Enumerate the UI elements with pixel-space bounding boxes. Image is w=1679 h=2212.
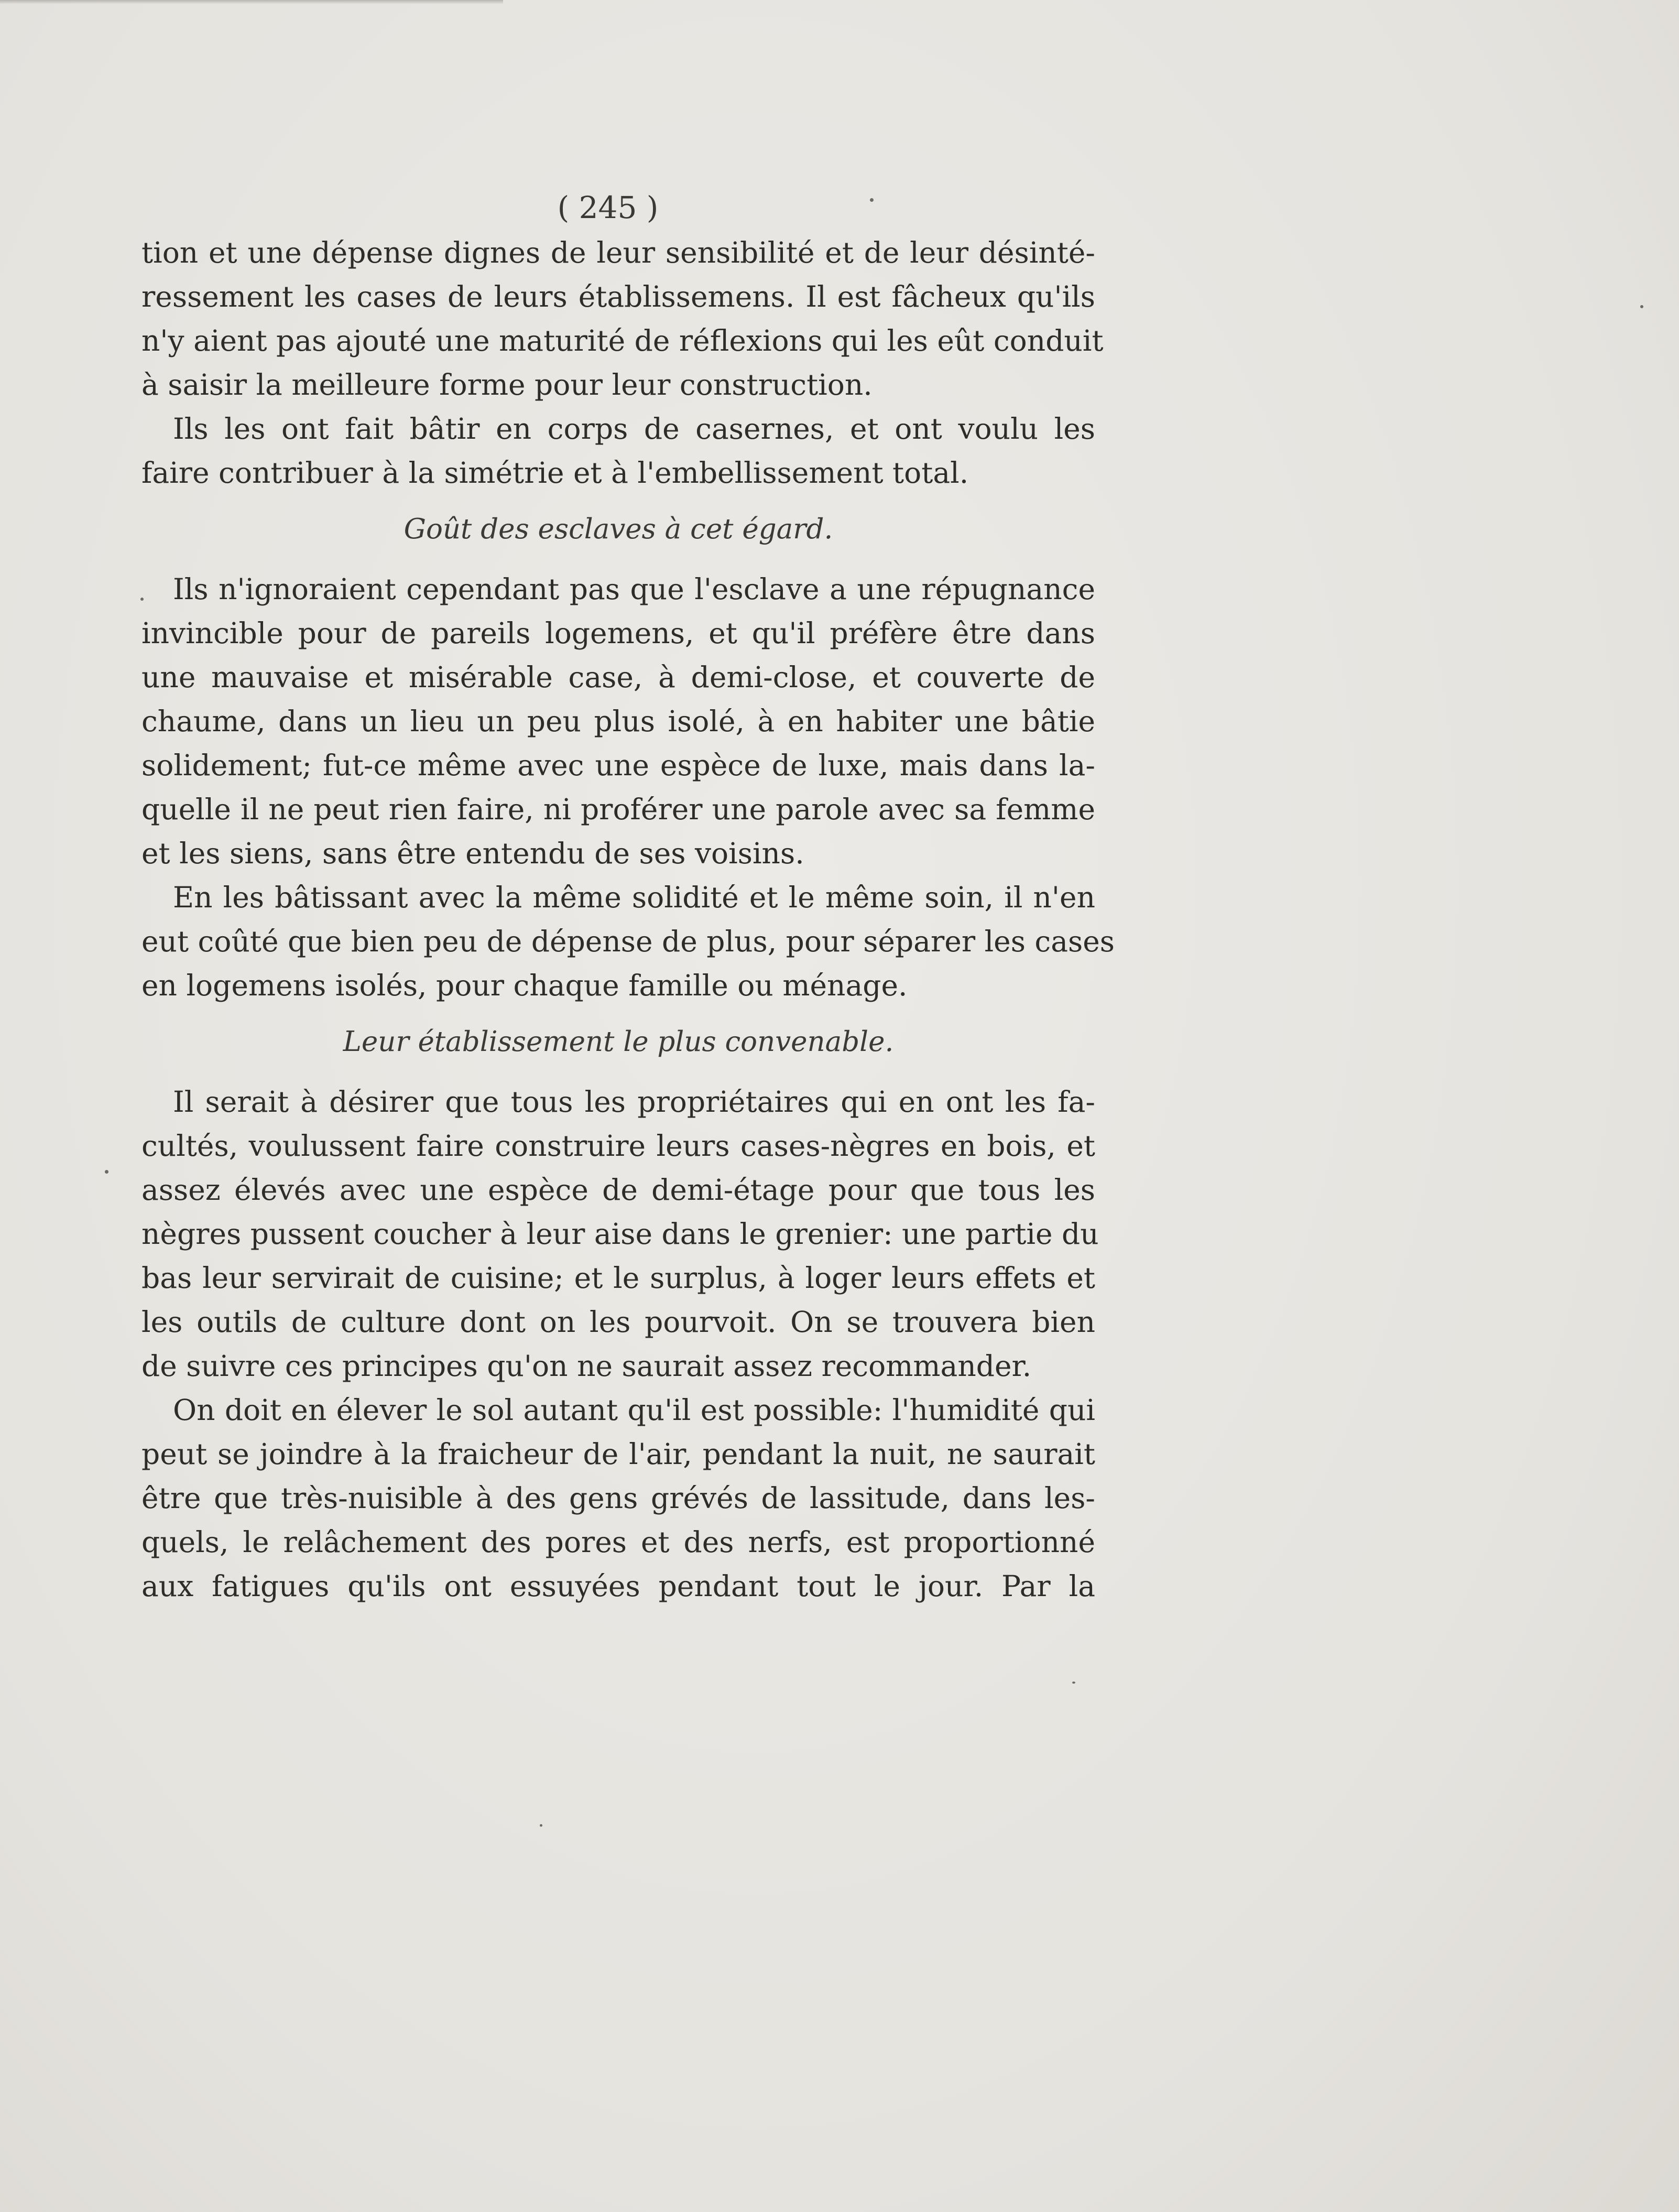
text-line: les outils de culture dont on les pourvoit. On se trouvera bien (141, 1305, 1095, 1339)
text-line: à saisir la meilleure forme pour leur construction. (141, 368, 873, 402)
text-line: cultés, voulussent faire construire leurs cases-nègres en bois, et (141, 1129, 1095, 1163)
scan-speck (140, 598, 144, 601)
page-number: ( 245 ) (557, 190, 659, 225)
text-line: quelle il ne peut rien faire, ni proférer une parole avec sa femme (141, 793, 1095, 826)
scan-speck (1072, 1682, 1075, 1684)
paragraph (141, 231, 1104, 407)
scan-edge (0, 0, 503, 4)
section-heading: Goût des esclaves à cet égard. (404, 513, 833, 545)
body-text (141, 231, 1115, 1608)
text-line: En les bâtissant avec la même solidité et le même soin, il n'en (173, 881, 1095, 914)
text-line: Il serait à désirer que tous les propriétaires qui en ont les fa- (173, 1085, 1095, 1119)
text-line: quels, le relâchement des pores et des nerfs, est proportionné (141, 1525, 1095, 1559)
text-line: n'y aient pas ajouté une maturité de réflexions qui les eût conduit (141, 324, 1104, 357)
paragraph (141, 407, 1095, 495)
scan-speck (870, 198, 874, 202)
text-line: nègres pussent coucher à leur aise dans le grenier: une partie du (141, 1217, 1099, 1251)
text-line: peut se joindre à la fraicheur de l'air, pendant la nuit, ne saurait (141, 1437, 1095, 1471)
scan-speck (105, 1170, 108, 1174)
text-line: faire contribuer à la simétrie et à l'embellissement total. (141, 456, 969, 490)
text-line: assez élevés avec une espèce de demi-étage pour que tous les (141, 1173, 1095, 1207)
scan-speck (1640, 305, 1643, 308)
paragraph (141, 567, 1095, 875)
text-line: On doit en élever le sol autant qu'il est possible: l'humidité qui (173, 1393, 1095, 1427)
paragraph (141, 875, 1115, 1007)
scan-speck (540, 1824, 542, 1827)
text-line: chaume, dans un lieu un peu plus isolé, à en habiter une bâtie (141, 704, 1095, 738)
text-line: Ils les ont fait bâtir en corps de casernes, et ont voulu les (173, 412, 1095, 446)
text-line: être que très-nuisible à des gens grévés de lassitude, dans les- (141, 1481, 1095, 1515)
text-line: aux fatigues qu'ils ont essuyées pendant tout le jour. Par la (141, 1569, 1095, 1603)
text-line: eut coûté que bien peu de dépense de plus, pour séparer les cases (141, 925, 1115, 958)
text-line: Ils n'ignoraient cependant pas que l'esclave a une répugnance (173, 572, 1095, 606)
paragraph (141, 1080, 1099, 1388)
text-line: une mauvaise et misérable case, à demi-close, et couverte de (141, 660, 1095, 694)
text-line: tion et une dépense dignes de leur sensibilité et de leur désinté- (141, 236, 1095, 269)
text-line: solidement; fut-ce même avec une espèce de luxe, mais dans la- (141, 749, 1095, 782)
text-line: ressement les cases de leurs établissemens. Il est fâcheux qu'ils (141, 280, 1095, 313)
text-line: de suivre ces principes qu'on ne saurait assez recommander. (141, 1349, 1032, 1383)
text-line: en logemens isolés, pour chaque famille ou ménage. (141, 969, 908, 1002)
paragraph (141, 1388, 1095, 1608)
text-line: invincible pour de pareils logemens, et qu'il préfère être dans (141, 616, 1095, 650)
section-heading: Leur établissement le plus convenable. (343, 1026, 894, 1058)
text-line: et les siens, sans être entendu de ses voisins. (141, 837, 804, 870)
text-line: bas leur servirait de cuisine; et le surplus, à loger leurs effets et (141, 1261, 1095, 1295)
